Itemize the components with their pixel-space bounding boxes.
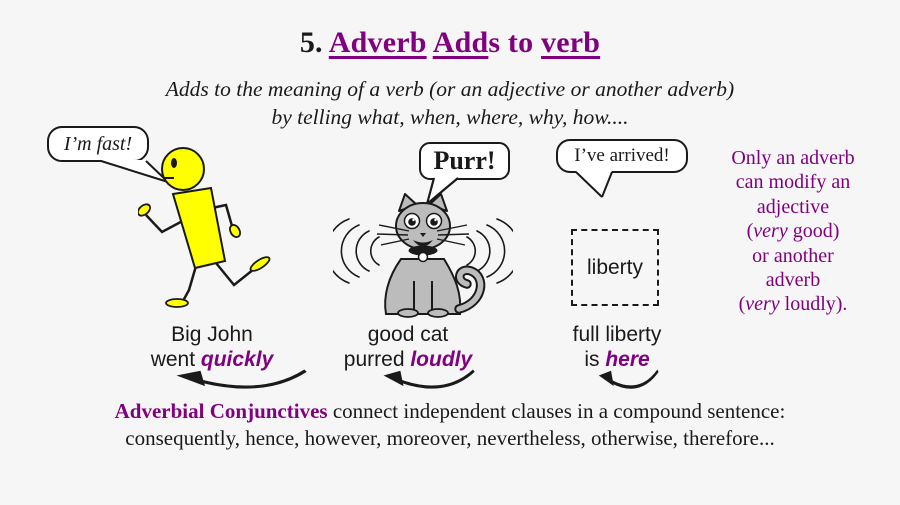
- curved-arrow-icon: [372, 366, 477, 392]
- caption-line-1: good cat: [367, 323, 449, 346]
- caption-line-1: full liberty: [572, 323, 662, 346]
- note-line: adjective: [756, 195, 830, 218]
- caption-good-cat: [328, 322, 488, 372]
- title-word-to: to: [500, 26, 542, 59]
- subtitle-line-2: by telling what, when, where, why, how....: [271, 104, 629, 129]
- page-title: [0, 26, 900, 60]
- footer-term: Adverbial Conjunctives: [114, 399, 328, 423]
- stick-figure-icon: [138, 133, 288, 318]
- title-word-adds: Adds: [432, 26, 501, 59]
- note-line: (very good): [746, 220, 840, 243]
- curved-arrow-icon: [160, 366, 310, 392]
- adverb-word: quickly: [200, 348, 274, 372]
- speech-bubble-tail-icon: [568, 171, 620, 199]
- note-line: (very loudly).: [738, 293, 848, 316]
- speech-bubble-runner-text: I’m fast!: [63, 132, 133, 155]
- speech-bubble-cat: [419, 142, 510, 180]
- speech-bubble-runner: [47, 126, 149, 162]
- footer-rest: connect independent clauses in a compound sentence:: [327, 399, 786, 423]
- adverb-note: [698, 146, 888, 317]
- subtitle-line-1: Adds to the meaning of a verb (or an adjective or another adverb): [165, 77, 735, 101]
- speech-bubble-cat-text: Purr!: [433, 146, 496, 175]
- caption-line-2: purred loudly: [343, 348, 473, 372]
- adverb-word: here: [605, 348, 650, 372]
- caption-line-2: is here: [584, 348, 650, 372]
- curved-arrow-icon: [592, 366, 660, 392]
- title-word-adverb: Adverb: [328, 26, 427, 59]
- caption-full-liberty: [542, 322, 692, 372]
- caption-line-2: went quickly: [150, 348, 274, 372]
- note-line: or another: [752, 244, 834, 267]
- speech-bubble-liberty-text: I’ve arrived!: [574, 145, 670, 166]
- subtitle: [0, 76, 900, 131]
- speech-bubble-liberty: [556, 139, 688, 173]
- liberty-dashed-box: [571, 229, 659, 306]
- liberty-label: liberty: [586, 255, 644, 279]
- adverb-word: loudly: [410, 348, 473, 372]
- title-word-verb: verb: [541, 26, 601, 59]
- title-number: 5.: [299, 26, 329, 59]
- cat-icon: [333, 193, 513, 323]
- note-line: adverb: [765, 268, 821, 291]
- caption-big-john: [127, 322, 297, 372]
- note-line: Only an adverb: [731, 147, 855, 169]
- footer-line-2: consequently, hence, however, moreover, nevertheless, otherwise, therefore...: [125, 426, 775, 450]
- note-line: can modify an: [735, 171, 851, 194]
- caption-line-1: Big John: [171, 323, 253, 346]
- footer-line-1: [0, 399, 900, 424]
